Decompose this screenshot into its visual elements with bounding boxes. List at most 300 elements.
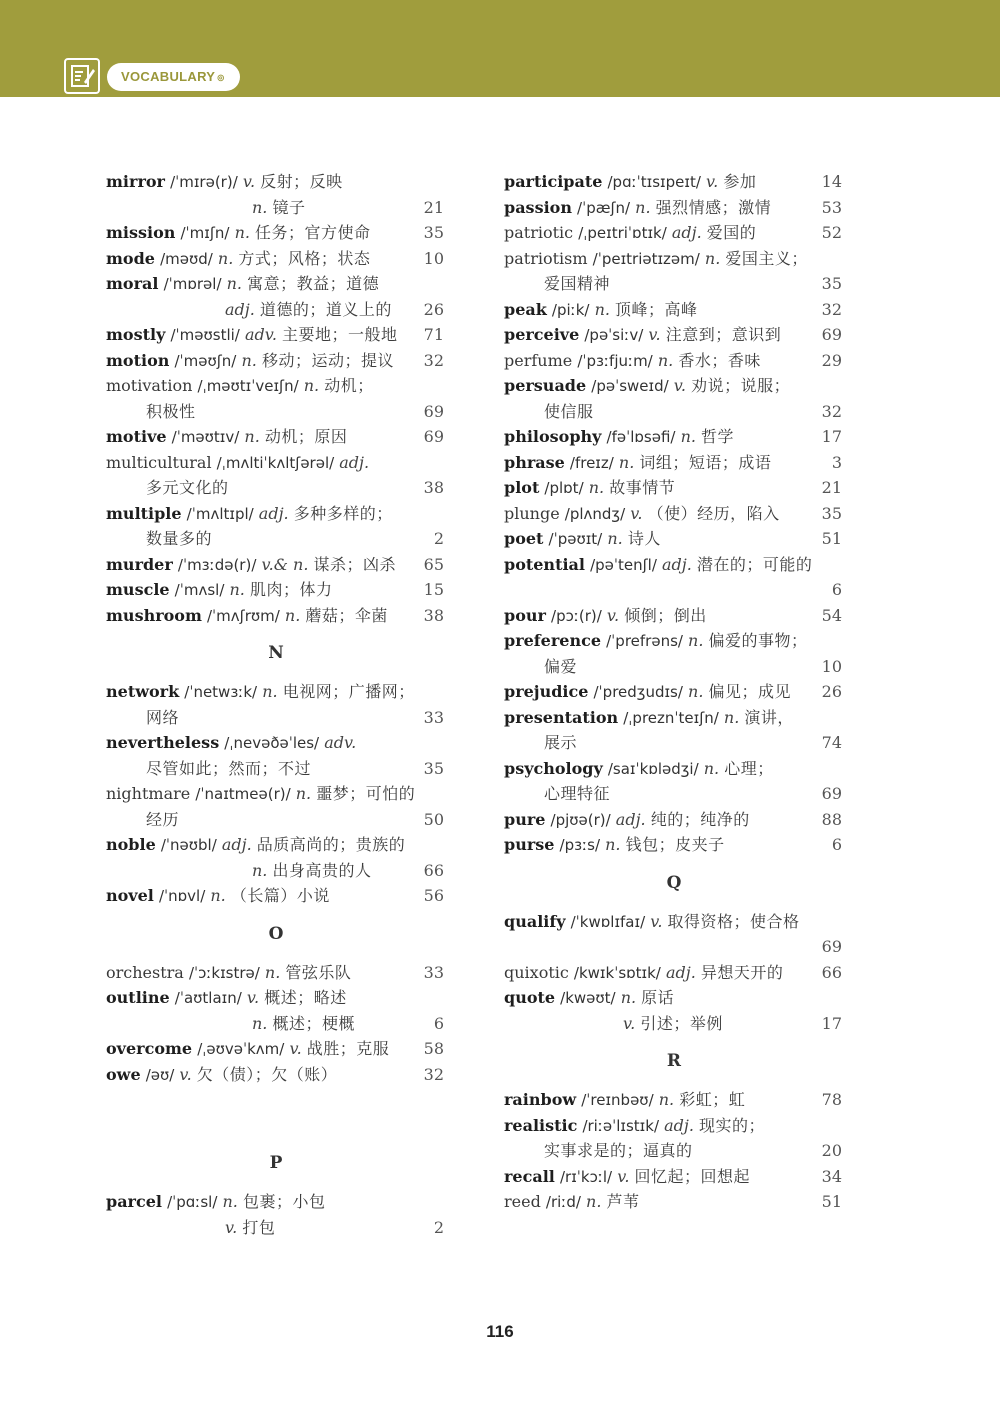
- part-of-speech: n.: [688, 682, 704, 701]
- part-of-speech: n.: [586, 1192, 602, 1211]
- section-label: [107, 63, 240, 91]
- entry-continuation: [504, 730, 844, 756]
- entry-line: [504, 526, 844, 552]
- phonetic: /riːəˈlɪstɪk/: [582, 1116, 659, 1135]
- spacer-line: [106, 1087, 446, 1113]
- entry-line: [106, 271, 446, 297]
- definition: 移动；运动；提议: [261, 350, 394, 370]
- entry-line: [504, 1113, 844, 1139]
- entry-line: [106, 1189, 446, 1215]
- definition: 爱国的: [706, 223, 757, 242]
- phonetic: /ˈɔːkɪstrə/: [188, 963, 260, 982]
- page-ref: 56: [423, 886, 444, 905]
- headword: mostly: [106, 325, 166, 344]
- part-of-speech: v.: [630, 503, 643, 523]
- part-of-speech: n.: [588, 478, 605, 497]
- headword: motion: [106, 350, 170, 370]
- page-ref: 32: [821, 401, 842, 421]
- phonetic: /ˈpəʊɪt/: [548, 530, 603, 548]
- phonetic: /ˈpredʒudɪs/: [593, 683, 683, 701]
- phonetic: /ˌpreznˈteɪʃn/: [623, 708, 719, 727]
- header-bar: [0, 0, 1000, 97]
- headword: realistic: [504, 1115, 578, 1135]
- phonetic: /pɑːˈtɪsɪpeɪt/: [607, 173, 701, 191]
- phonetic: /ˈmɒrəl/: [163, 275, 222, 293]
- page-ref: 32: [423, 1064, 444, 1084]
- entry-line: [504, 960, 844, 986]
- part-of-speech: n.: [217, 248, 234, 268]
- page-ref: 71: [423, 325, 444, 344]
- page-ref: 69: [821, 325, 842, 344]
- headword: parcel: [106, 1192, 162, 1211]
- headword: perfume: [504, 350, 573, 370]
- phonetic: /pəˈsiːv/: [584, 326, 644, 344]
- entry-continuation: [106, 1215, 446, 1241]
- definition: 参加: [723, 172, 757, 191]
- part-of-speech: adj.: [339, 452, 370, 472]
- page-ref: 52: [821, 223, 842, 242]
- entry-continuation: [106, 1011, 446, 1037]
- definition: 词组；短语；成语: [639, 452, 772, 472]
- entry-line: [504, 909, 844, 935]
- part-of-speech: n.: [264, 962, 281, 982]
- entry-continuation: [504, 1138, 844, 1164]
- entry-line: [106, 450, 446, 476]
- page-ref: 35: [821, 274, 842, 293]
- headword: peak: [504, 299, 547, 319]
- definition: 回忆起；回想起: [634, 1166, 751, 1186]
- entry-line: [504, 348, 844, 374]
- entry-line: [106, 781, 446, 807]
- part-of-speech: adj.: [664, 1115, 694, 1135]
- headword: potential: [504, 554, 585, 574]
- entry-line: [504, 603, 844, 629]
- definition: （长篇）小说: [230, 886, 330, 905]
- headword: patriotism: [504, 248, 588, 268]
- page-ref: 6: [831, 835, 842, 854]
- headword: nevertheless: [106, 733, 220, 752]
- entry-line: [504, 450, 844, 476]
- headword: multiple: [106, 503, 182, 523]
- entry-line: [106, 960, 446, 986]
- part-of-speech: n.: [688, 631, 704, 650]
- page-ref: 51: [821, 529, 842, 548]
- definition: 演讲，: [744, 707, 794, 727]
- entry-continuation: [504, 654, 844, 680]
- headword: owe: [106, 1064, 141, 1084]
- phonetic: /ˈpeɪtriətɪzəm/: [592, 249, 700, 268]
- part-of-speech: n.: [657, 350, 674, 370]
- definition: 主要地；一般地: [282, 325, 398, 344]
- page-number: 116: [486, 1322, 514, 1341]
- definition: 寓意；教益；道德: [247, 274, 380, 293]
- headword: preference: [504, 631, 602, 650]
- entry-line: [106, 348, 446, 374]
- definition: 肌肉；体力: [249, 580, 333, 599]
- phonetic: /ˈmʌltɪpl/: [186, 504, 254, 523]
- entry-line: [106, 220, 446, 246]
- part-of-speech: n.: [252, 1013, 268, 1033]
- part-of-speech: n.: [594, 299, 610, 319]
- definition: 积极性: [146, 401, 196, 421]
- headword: orchestra: [106, 962, 184, 982]
- definition: 欠（债）；欠（账）: [196, 1064, 338, 1084]
- entry-line: [106, 246, 446, 272]
- part-of-speech: n.: [252, 860, 268, 880]
- phonetic: /ˈpæʃn/: [577, 198, 631, 217]
- part-of-speech: n.: [605, 835, 621, 854]
- definition: 品质高尚的；贵族的: [256, 835, 406, 854]
- definition: 反射；反映: [260, 172, 343, 191]
- entry-line: [106, 169, 446, 195]
- phonetic: /plʌndʒ/: [564, 504, 626, 523]
- definition: 彩虹；虹: [679, 1090, 746, 1109]
- entry-continuation: [504, 934, 844, 960]
- definition: 引述；举例: [640, 1013, 723, 1033]
- page-ref: 29: [821, 350, 842, 370]
- headword: quixotic: [504, 962, 569, 982]
- entry-line: [106, 832, 446, 858]
- definition: 偏爱的事物；: [708, 631, 808, 650]
- phonetic: /ˌpeɪtriˈɒtɪk/: [578, 224, 667, 242]
- part-of-speech: n.: [244, 427, 260, 446]
- entry-continuation: [106, 399, 446, 425]
- page-ref: 35: [423, 758, 444, 778]
- definition: 战胜；克服: [306, 1039, 390, 1058]
- headword: plot: [504, 478, 540, 497]
- headword: phrase: [504, 452, 565, 472]
- page-ref: 3: [831, 452, 842, 472]
- headword: mirror: [106, 172, 165, 191]
- headword: mushroom: [106, 605, 202, 625]
- definition: 哲学: [701, 427, 735, 446]
- entry-line: [504, 1189, 844, 1215]
- page-ref: 65: [423, 554, 444, 574]
- headword: mode: [106, 248, 155, 268]
- entry-line: [504, 832, 844, 858]
- headword: network: [106, 682, 180, 701]
- part-of-speech: v.: [623, 1013, 636, 1033]
- definition: 纯的；纯净的: [650, 809, 750, 829]
- phonetic: /pəˈsweɪd/: [591, 377, 669, 395]
- part-of-speech: adj.: [221, 835, 252, 854]
- page-ref: 66: [423, 860, 444, 880]
- phonetic: /freɪz/: [569, 453, 614, 472]
- page-ref: 88: [821, 809, 842, 829]
- part-of-speech: v.: [705, 172, 719, 191]
- phonetic: /ˈnəʊbl/: [160, 836, 217, 854]
- entry-line: [504, 169, 844, 195]
- entry-continuation: [106, 858, 446, 884]
- page-ref: 51: [821, 1192, 842, 1211]
- page-ref: 66: [821, 962, 842, 982]
- definition: 尽管如此；然而；不过: [146, 758, 312, 778]
- part-of-speech: adj.: [661, 554, 692, 574]
- section-letter: Q: [666, 872, 682, 893]
- headword: muscle: [106, 580, 170, 599]
- headword: murder: [106, 554, 173, 574]
- phonetic: /ˈkwɒlɪfaɪ/: [570, 912, 646, 931]
- phonetic: /pəˈtenʃl/: [590, 555, 657, 574]
- definition: 异想天开的: [700, 962, 784, 982]
- part-of-speech: n.: [723, 707, 740, 727]
- definition: 芦苇: [606, 1192, 640, 1211]
- page-ref: 21: [423, 197, 444, 217]
- entry-line: [504, 628, 844, 654]
- headword: patriotic: [504, 223, 574, 242]
- phonetic: /ˈmɜːdə(r)/: [177, 555, 257, 574]
- entry-line: [504, 373, 844, 399]
- definition: 潜在的；可能的: [696, 554, 813, 574]
- entry-line: [504, 756, 844, 782]
- page-ref: 50: [423, 809, 444, 829]
- part-of-speech: n.: [703, 758, 720, 778]
- part-of-speech: adj.: [665, 962, 696, 982]
- definition: 多元文化的: [146, 478, 229, 497]
- entry-line: [504, 246, 844, 272]
- definition: 打包: [242, 1217, 276, 1237]
- page-ref: 34: [821, 1166, 842, 1186]
- entry-continuation: [106, 297, 446, 323]
- definition: 任务；官方使命: [255, 223, 371, 242]
- headword: rainbow: [504, 1090, 577, 1109]
- page-ref: 32: [821, 299, 842, 319]
- definition: 强烈情感；激情: [655, 197, 772, 217]
- definition: 多种多样的；: [293, 503, 393, 523]
- headword: mission: [106, 223, 176, 242]
- entry-continuation: [504, 781, 844, 807]
- part-of-speech: adj.: [615, 809, 646, 829]
- headword: overcome: [106, 1039, 193, 1058]
- definition: 香水；香味: [678, 350, 761, 370]
- part-of-speech: v.: [650, 911, 663, 931]
- phonetic: /piːk/: [551, 300, 590, 319]
- definition: （使）经历，陷入: [647, 503, 780, 523]
- phonetic: /pɔː(r)/: [551, 606, 602, 625]
- entry-line: [504, 501, 844, 527]
- headword: motivation: [106, 376, 193, 395]
- definition: 爱国主义；: [725, 248, 808, 268]
- headword: passion: [504, 197, 572, 217]
- phonetic: /ˈməʊstli/: [170, 326, 240, 344]
- phonetic: /fəˈlɒsəfi/: [606, 428, 676, 446]
- phonetic: /ˌməʊtɪˈveɪʃn/: [197, 377, 299, 395]
- definition: 网络: [146, 707, 180, 727]
- page-ref: 69: [423, 427, 444, 446]
- phonetic: /ˈpɑːsl/: [167, 1193, 218, 1211]
- phonetic: /ˈnetwɜːk/: [184, 683, 258, 701]
- entry-line: [106, 577, 446, 603]
- part-of-speech: adj.: [671, 223, 702, 242]
- page-ref: 69: [821, 784, 842, 803]
- phonetic: /saɪˈkɒlədʒi/: [607, 759, 699, 778]
- phonetic: /kwəʊt/: [560, 989, 616, 1007]
- part-of-speech: n.: [635, 197, 651, 217]
- page-ref: 54: [821, 605, 842, 625]
- entry-line: [504, 220, 844, 246]
- headword: plunge: [504, 503, 560, 523]
- definition: 劝说；说服；: [691, 376, 791, 395]
- phonetic: /ˈreɪnbəʊ/: [581, 1091, 654, 1109]
- part-of-speech: v.: [242, 172, 256, 191]
- definition: 心理特征: [544, 784, 611, 803]
- part-of-speech: adj.: [225, 299, 255, 319]
- entry-continuation: [504, 1011, 844, 1037]
- headword: multicultural: [106, 452, 212, 472]
- entry-line: [106, 883, 446, 909]
- definition: 心理；: [724, 758, 774, 778]
- headword: pour: [504, 605, 546, 625]
- entry-line: [504, 424, 844, 450]
- headword: prejudice: [504, 682, 589, 701]
- page-ref: 35: [821, 503, 842, 523]
- phonetic: /ˈaʊtlaɪn/: [174, 989, 242, 1007]
- part-of-speech: n.: [303, 376, 320, 395]
- phonetic: /rɪˈkɔːl/: [559, 1167, 613, 1186]
- entry-line: [504, 1164, 844, 1190]
- entry-line: [504, 705, 844, 731]
- definition: 经历: [146, 809, 180, 829]
- definition: 原话: [641, 988, 675, 1007]
- entry-line: [106, 424, 446, 450]
- page-ref: 78: [821, 1090, 842, 1109]
- entry-continuation: [504, 271, 844, 297]
- definition: 动机；原因: [264, 427, 348, 446]
- page-ref: 2: [433, 529, 444, 548]
- entry-line: [106, 1062, 446, 1088]
- page-ref: 32: [423, 350, 444, 370]
- part-of-speech: n.: [234, 223, 250, 242]
- part-of-speech: n.: [222, 1192, 238, 1211]
- entry-continuation: [106, 807, 446, 833]
- part-of-speech: v.: [648, 325, 661, 344]
- entry-line: [504, 985, 844, 1011]
- part-of-speech: v.& n.: [261, 554, 309, 574]
- definition: 实事求是的；逼真的: [544, 1141, 693, 1160]
- page-ref: 33: [423, 962, 444, 982]
- headword: purse: [504, 835, 555, 854]
- entry-line: [106, 679, 446, 705]
- phonetic: /ˈməʊtɪv/: [171, 428, 240, 446]
- entry-line: [106, 603, 446, 629]
- entry-continuation: [106, 756, 446, 782]
- part-of-speech: n.: [704, 248, 721, 268]
- entry-line: [106, 501, 446, 527]
- headword: philosophy: [504, 427, 602, 446]
- page-ref: 21: [821, 478, 842, 497]
- part-of-speech: n.: [680, 427, 696, 446]
- page-ref: 53: [821, 197, 842, 217]
- entry-continuation: [106, 475, 446, 501]
- definition: 镜子: [272, 197, 306, 217]
- right-column: [504, 169, 844, 1215]
- definition: 管弦乐队: [285, 962, 352, 982]
- part-of-speech: n.: [241, 350, 257, 370]
- page-ref: 58: [423, 1039, 444, 1058]
- phonetic: /plɒt/: [544, 479, 584, 497]
- phonetic: /ˈmʌsl/: [174, 581, 225, 599]
- entry-line: [106, 373, 446, 399]
- part-of-speech: n.: [284, 605, 301, 625]
- part-of-speech: n.: [252, 197, 268, 217]
- entry-line: [504, 1087, 844, 1113]
- phonetic: /pɜːs/: [559, 836, 601, 854]
- definition: 方式；风格；状态: [238, 248, 371, 268]
- phonetic: /məʊd/: [160, 249, 213, 268]
- definition: 偏见；成见: [708, 682, 792, 701]
- phonetic: /ˌnevəðəˈles/: [224, 734, 320, 752]
- page-ref: 20: [821, 1141, 842, 1160]
- page-ref: 17: [821, 427, 842, 446]
- entry-line: [504, 475, 844, 501]
- headword: poet: [504, 529, 544, 548]
- part-of-speech: n.: [226, 274, 242, 293]
- section-letter: N: [268, 643, 284, 663]
- headword: pure: [504, 809, 546, 829]
- section-label-text: VOCABULARY: [121, 69, 216, 84]
- headword: qualify: [504, 911, 566, 931]
- definition: 出身高贵的人: [272, 860, 372, 880]
- phonetic: /ˈməʊʃn/: [174, 351, 237, 370]
- headword: participate: [504, 172, 603, 191]
- page-ref: 35: [423, 223, 444, 242]
- entry-line: [106, 322, 446, 348]
- part-of-speech: v.: [179, 1064, 192, 1084]
- phonetic: /əʊ/: [145, 1065, 175, 1084]
- entry-line: [504, 552, 844, 578]
- page-ref: 69: [821, 937, 842, 956]
- part-of-speech: n.: [210, 886, 226, 905]
- definition: 现实的；: [699, 1115, 766, 1135]
- page-ref: 69: [423, 401, 444, 421]
- headword: quote: [504, 988, 556, 1007]
- definition: 包裹；小包: [242, 1192, 326, 1211]
- phonetic: /kwɪkˈsɒtɪk/: [573, 963, 661, 982]
- phonetic: /ˈmɪʃn/: [180, 224, 230, 242]
- headword: motive: [106, 427, 167, 446]
- part-of-speech: v.: [246, 988, 260, 1007]
- section-letter: R: [666, 1051, 682, 1071]
- headword: nightmare: [106, 784, 191, 803]
- headword: presentation: [504, 707, 619, 727]
- part-of-speech: v.: [606, 605, 620, 625]
- spacer-line: [106, 1113, 446, 1139]
- phonetic: /ˈmʌʃrʊm/: [207, 606, 280, 625]
- entry-line: [106, 985, 446, 1011]
- entry-continuation: [106, 195, 446, 221]
- section-letter: P: [269, 1153, 283, 1173]
- phonetic: /ˈpɜːfjuːm/: [577, 351, 653, 370]
- definition: 电视网；广播网；: [282, 682, 415, 701]
- headword: psychology: [504, 758, 603, 778]
- page-ref: 10: [821, 656, 842, 676]
- headword: persuade: [504, 376, 587, 395]
- part-of-speech: n.: [607, 529, 623, 548]
- part-of-speech: n.: [620, 988, 637, 1007]
- part-of-speech: n.: [262, 682, 278, 701]
- entry-line: [106, 1036, 446, 1062]
- headword: reed: [504, 1192, 541, 1211]
- part-of-speech: n.: [658, 1090, 675, 1109]
- page-ref: 74: [821, 733, 842, 752]
- entry-line: [106, 730, 446, 756]
- definition: 诗人: [627, 529, 661, 548]
- definition: 展示: [544, 733, 578, 752]
- section-letter: O: [268, 923, 284, 944]
- headword: moral: [106, 274, 159, 293]
- left-column: [106, 169, 446, 1240]
- part-of-speech: n.: [295, 784, 312, 803]
